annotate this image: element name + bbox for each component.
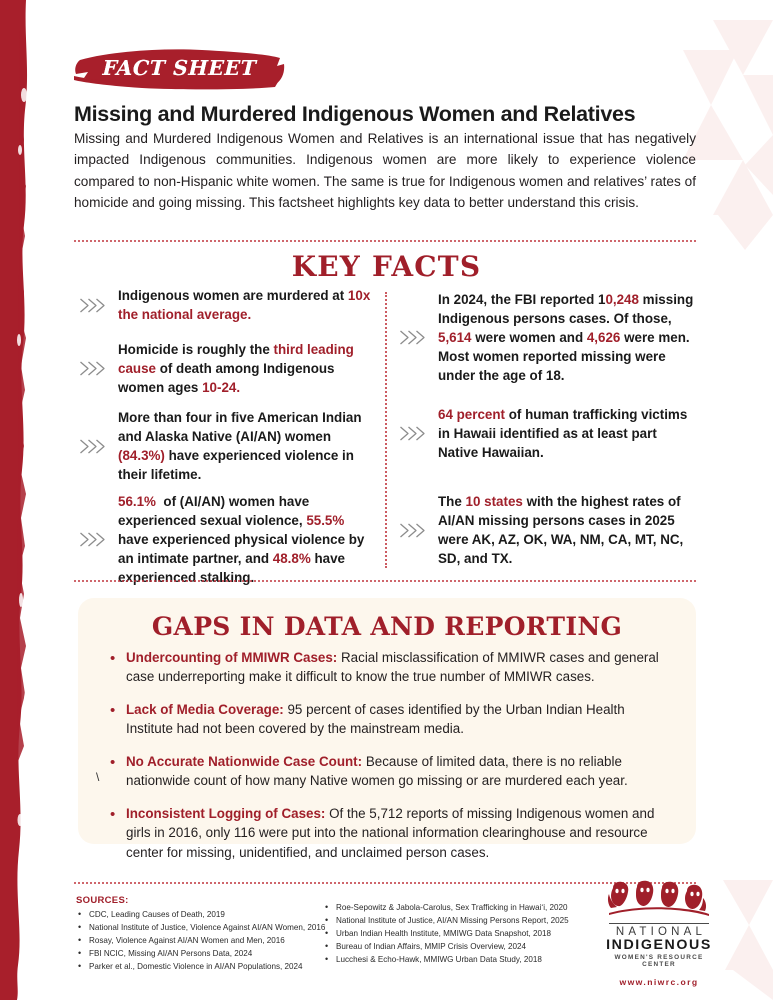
gaps-in-data-panel [78,598,696,860]
logo-website-url: www.niwrc.org [619,977,699,987]
source-list-item: • Roe-Sepowitz & Jabola-Carolus, Sex Trafficking in Hawaiʻi, 2020 [325,901,587,914]
sources-column-right [325,901,587,967]
source-list-item: • Lucchesi & Echo-Hawk, MMIWG Urban Data Study, 2018 [325,953,587,966]
source-list-item: • Parker et al., Domestic Violence in AI/AN Populations, 2024 [78,960,328,973]
sources-list-left [78,908,328,974]
key-fact-item [78,408,378,484]
logo-line-womens-resource-center: WOMEN'S RESOURCE CENTER [614,954,704,968]
key-fact-text: 56.1% of (AI/AN) women have experienced sexual violence, 55.5% have experienced physical violence by an intimate partner, and 48.8% have experienced stalking. [118,494,365,586]
four-faces-logo-icon [607,880,711,920]
niwrc-logo [603,880,715,987]
logo-divider-rule [609,923,709,924]
source-list-item: • National Institute of Justice, AI/AN Missing Persons Report, 2025 [325,914,587,927]
key-fact-item [78,286,378,324]
gap-item-text: No Accurate Nationwide Case Count: Because of limited data, there is no reliable nationwide count of how many Native women go missing or are murdered each year. [126,753,628,789]
triple-chevron-icon [78,438,108,455]
key-fact-text: The 10 states with the highest rates of AI/AN missing persons cases in 2025 were AK, AZ, OK, WA, NM, CA, MT, NC, SD, and TX. [438,494,684,567]
fact-sheet-banner [72,46,287,90]
source-list-item: • Bureau of Indian Affairs, MMIP Crisis Overview, 2024 [325,940,587,953]
key-fact-text: In 2024, the FBI reported 10,248 missing Indigenous persons cases. Of those, 5,614 were women and 4,626 were men. Most women reported missing were under the age of 18. [438,292,694,384]
divider-above-gaps [74,580,696,582]
key-fact-item [78,492,378,587]
bullet-icon: • [110,701,116,719]
triple-chevron-icon [78,297,108,314]
bullet-icon: • [110,650,116,667]
key-facts-column-divider [385,292,387,568]
intro-paragraph: Missing and Murdered Indigenous Women and Relatives is an international issue that has negatively impacted Indigenous communities. Indigenous women are more likely to experience violence compared to non-Hispanic white women. The same is true for Indigenous women and relatives’ rates of homicide and going missing. This factsheet highlights key data to better understand this crisis. [74,131,696,211]
bullet-icon: • [110,805,116,823]
page-title: Missing and Murdered Indigenous Women and Relatives [74,102,636,126]
key-fact-text: Homicide is roughly the third leading cause of death among Indigenous women ages 10-24. [118,342,354,396]
gap-list-item [110,700,670,739]
sources-column-left [78,908,328,974]
gaps-heading: GAPS IN DATA AND REPORTING [151,612,623,641]
source-list-item: • Urban Indian Health Institute, MMIWG Data Snapshot, 2018 [325,927,587,940]
bullet-icon: • [110,753,116,771]
gap-item-text: Inconsistent Logging of Cases: Of the 5,712 reports of missing Indigenous women and girls in 2016, only 116 were put into the national information clearinghouse and resource center for missing, unidentified, and unclaimed person cases. [126,805,655,860]
sources-list-right [325,901,587,967]
key-fact-item [78,340,378,397]
triple-chevron-icon [398,522,428,539]
source-list-item: • FBI NCIC, Missing AI/AN Persons Data, 2024 [78,947,328,960]
key-fact-text: More than four in five American Indian and Alaska Native (AI/AN) women (84.3%) have experienced violence in their lifetime. [118,410,362,483]
source-list-item: • National Institute of Justice, Violence Against AI/AN Women, 2016 [78,921,328,934]
source-list-item: • CDC, Leading Causes of Death, 2019 [78,908,328,921]
gaps-list [110,648,670,875]
logo-line-indigenous: INDIGENOUS [606,937,712,953]
logo-line-national: NATIONAL [615,926,707,938]
source-list-item: • Rosay, Violence Against AI/AN Women and Men, 2016 [78,934,328,947]
sources-heading: SOURCES: [76,895,129,906]
key-fact-text: Indigenous women are murdered at 10x the national average. [118,288,371,323]
gap-item-text: Lack of Media Coverage: 95 percent of cases identified by the Urban Indian Health Institute had not been covered by the mainstream media. [126,701,625,737]
fact-sheet-banner-label: FACT SHEET [102,55,257,80]
key-fact-text: 64 percent of human trafficking victims in Hawaii identified as at least part Native Hawaiian. [438,407,688,461]
key-fact-item [398,290,698,385]
triple-chevron-icon [78,531,108,548]
triple-chevron-icon [398,329,428,346]
key-facts-heading: KEY FACTS [291,250,482,283]
triple-chevron-icon [398,425,428,442]
gap-list-item [110,648,670,687]
key-fact-item [398,405,698,462]
divider-above-key-facts [74,240,696,242]
gap-list-item [110,752,670,791]
key-fact-item [398,492,698,568]
stray-mark: \ [96,770,100,784]
triple-chevron-icon [78,360,108,377]
gap-item-text: Undercounting of MMIWR Cases: Racial misclassification of MMIWR cases and general case underreporting make it difficult to know the true number of MMIWR cases. [126,650,659,685]
gap-list-item [110,804,670,862]
